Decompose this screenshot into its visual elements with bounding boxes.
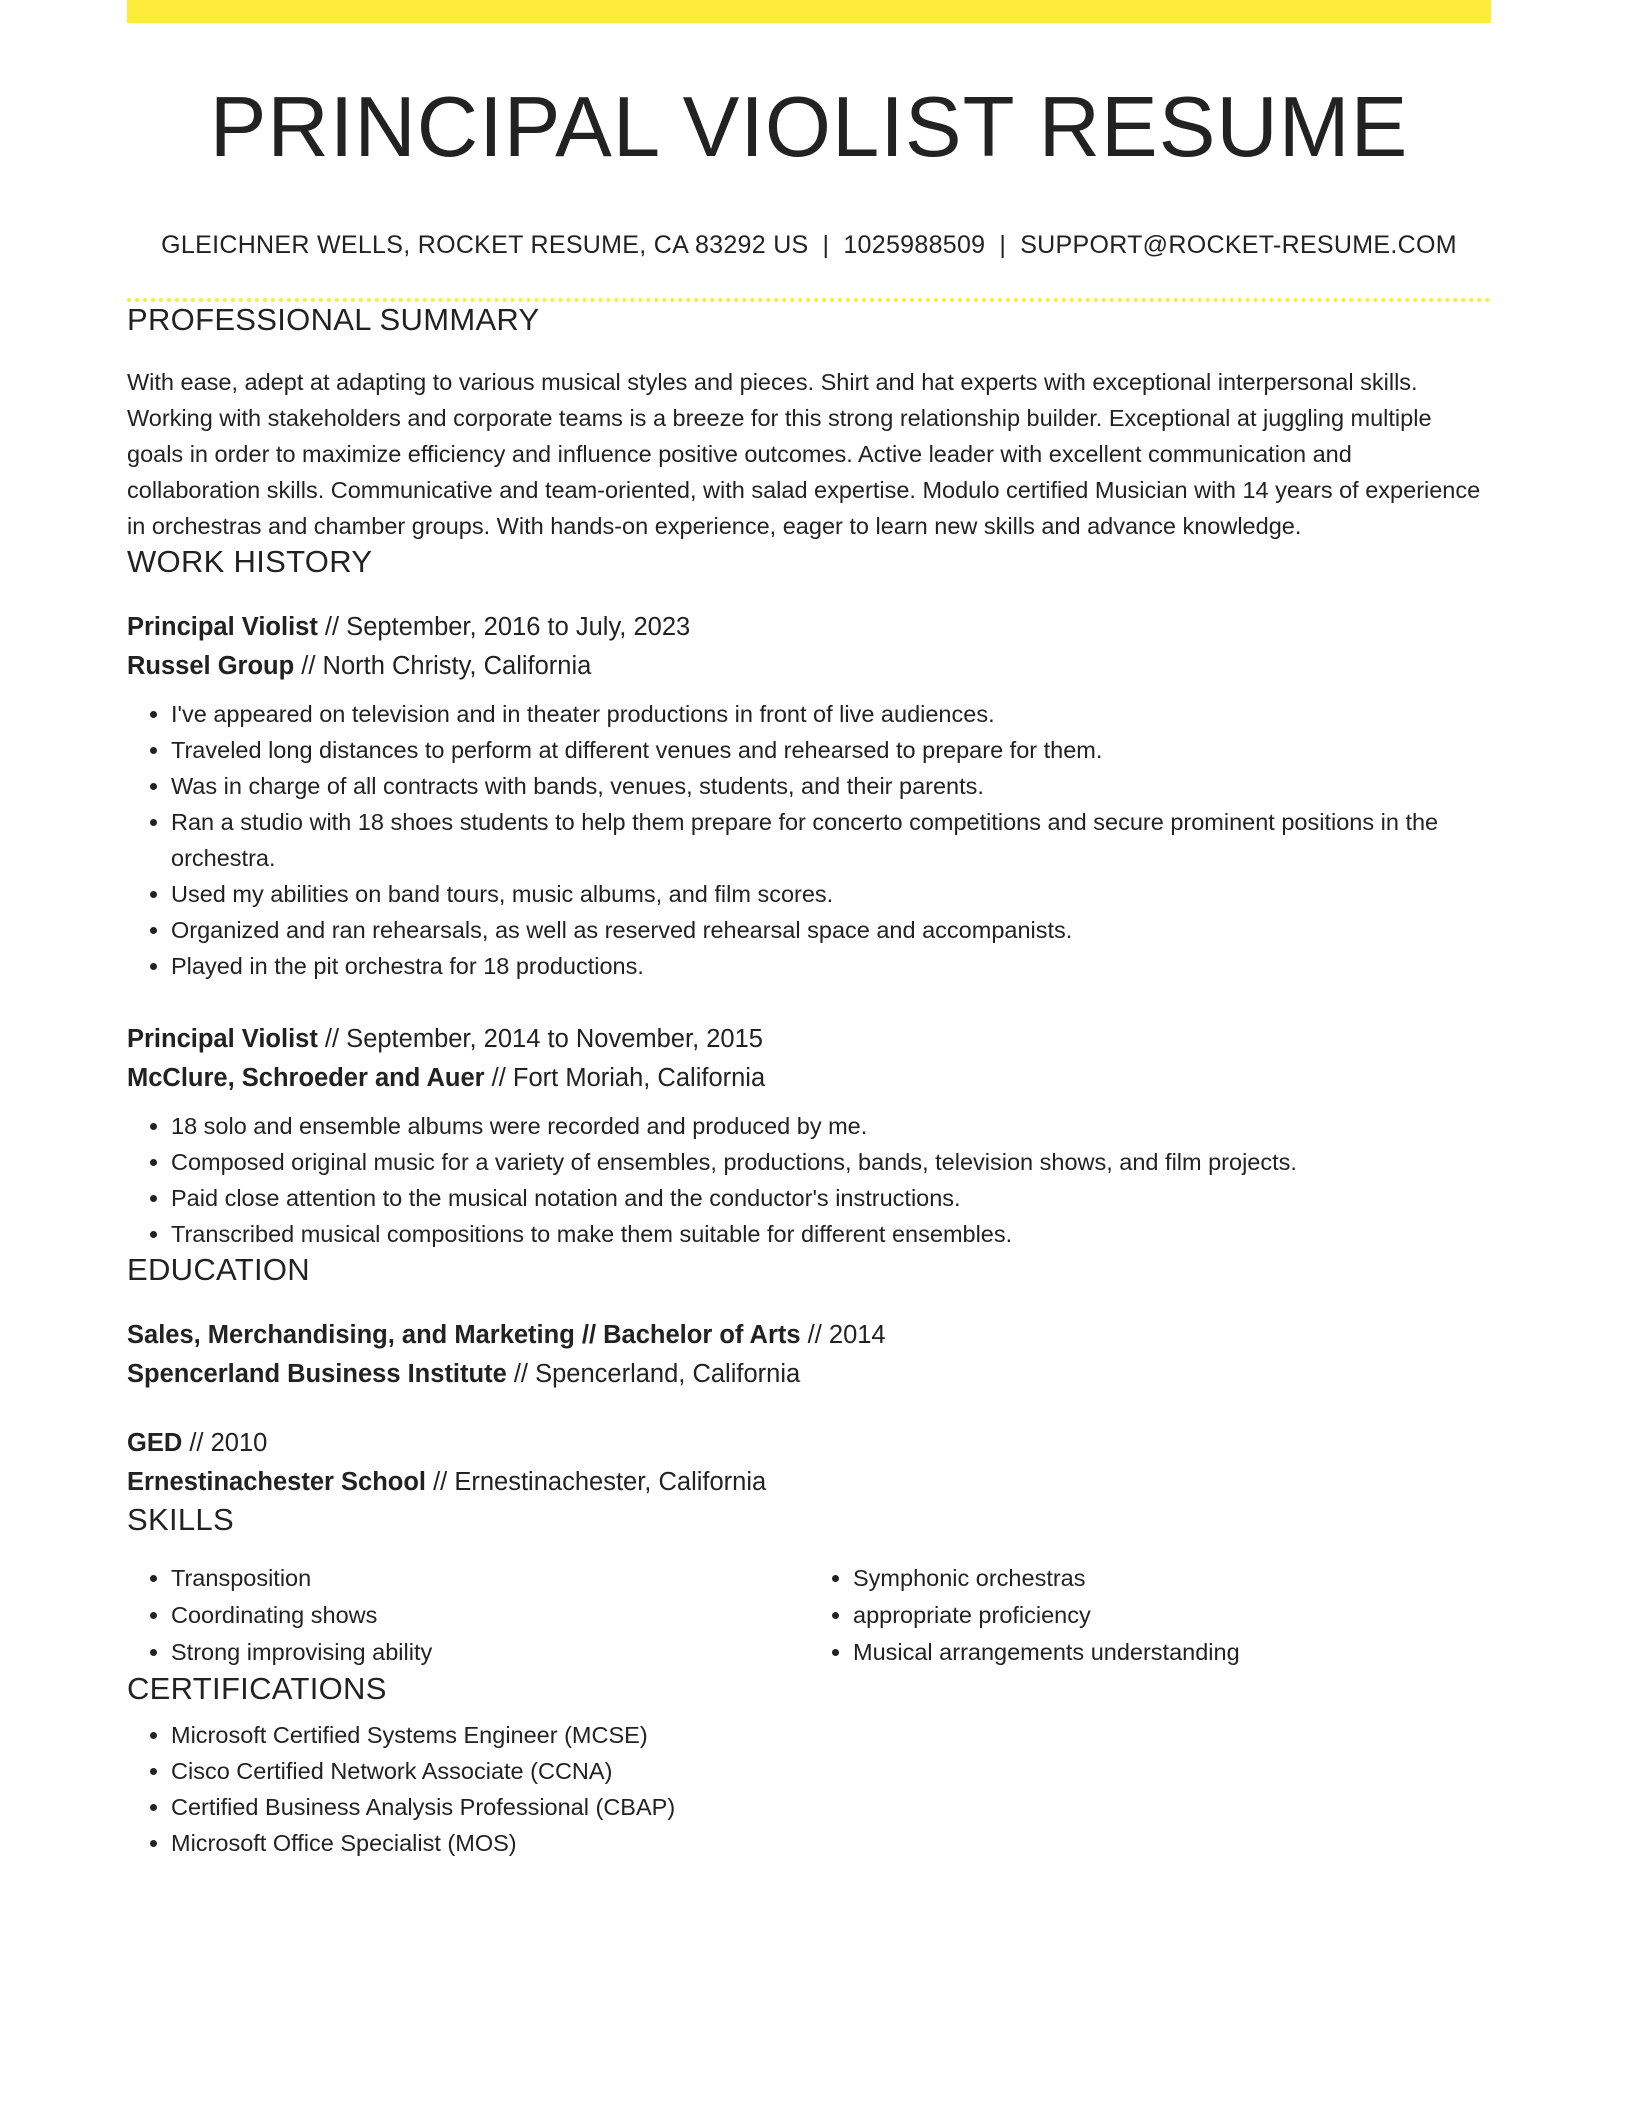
list-item: • Transcribed musical compositions to make them suitable for different ensembles. bbox=[171, 1216, 1491, 1252]
education-location: // Spencerland, California bbox=[506, 1359, 801, 1388]
job-bullets bbox=[127, 1108, 1491, 1252]
job-company-line bbox=[127, 647, 1491, 686]
job-company: Russel Group bbox=[127, 651, 295, 680]
education-year: // 2014 bbox=[800, 1320, 886, 1349]
job-location: // North Christy, California bbox=[294, 651, 592, 680]
job-title-line bbox=[127, 608, 1491, 647]
education-degree-line bbox=[127, 1424, 1491, 1463]
skill-item: • Symphonic orchestras bbox=[853, 1560, 1491, 1597]
list-item: • I've appeared on television and in theater productions in front of live audiences. bbox=[171, 696, 1491, 732]
resume-title: PRINCIPAL VIOLIST RESUME bbox=[209, 80, 1409, 175]
list-item: • Played in the pit orchestra for 18 productions. bbox=[171, 948, 1491, 984]
skills-columns bbox=[127, 1560, 1491, 1671]
skill-item: • Coordinating shows bbox=[171, 1597, 809, 1634]
education-location: // Ernestinachester, California bbox=[426, 1467, 767, 1496]
education-degree-line bbox=[127, 1316, 1491, 1355]
skill-item: • appropriate proficiency bbox=[853, 1597, 1491, 1634]
job-title: Principal Violist bbox=[127, 1024, 318, 1053]
job-title-line bbox=[127, 1020, 1491, 1059]
education-heading: EDUCATION bbox=[127, 1251, 310, 1287]
list-item: • Paid close attention to the musical notation and the conductor's instructions. bbox=[171, 1180, 1491, 1216]
list-item: • Composed original music for a variety of ensembles, productions, bands, television shows, and film projects. bbox=[171, 1144, 1491, 1180]
education-year: // 2010 bbox=[182, 1428, 268, 1457]
skill-item: • Strong improvising ability bbox=[171, 1634, 809, 1671]
summary-heading: PROFESSIONAL SUMMARY bbox=[127, 301, 540, 337]
job-company: McClure, Schroeder and Auer bbox=[127, 1063, 485, 1092]
skill-item: • Musical arrangements understanding bbox=[853, 1634, 1491, 1671]
certifications-list bbox=[127, 1717, 1491, 1861]
education-entry bbox=[127, 1316, 1491, 1394]
job-bullets bbox=[127, 696, 1491, 984]
education-entry bbox=[127, 1424, 1491, 1502]
skills-right-column bbox=[809, 1560, 1491, 1671]
contact-line bbox=[127, 231, 1491, 260]
certifications-heading: CERTIFICATIONS bbox=[127, 1670, 387, 1706]
job-title: Principal Violist bbox=[127, 612, 318, 641]
certification-item: • Microsoft Office Specialist (MOS) bbox=[171, 1825, 1491, 1861]
education-school-line bbox=[127, 1463, 1491, 1502]
education-school: Ernestinachester School bbox=[127, 1467, 427, 1496]
contact-email: SUPPORT@ROCKET-RESUME.COM bbox=[1020, 230, 1457, 259]
job-company-line bbox=[127, 1059, 1491, 1098]
certification-item: • Cisco Certified Network Associate (CCNA) bbox=[171, 1753, 1491, 1789]
list-item: • Traveled long distances to perform at different venues and rehearsed to prepare for them. bbox=[171, 732, 1491, 768]
contact-phone: 1025988509 bbox=[843, 230, 986, 259]
work-history-heading: WORK HISTORY bbox=[127, 543, 373, 579]
education-degree: Sales, Merchandising, and Marketing // Bachelor of Arts bbox=[127, 1320, 801, 1349]
skills-left-column bbox=[127, 1560, 809, 1671]
education-school-line bbox=[127, 1355, 1491, 1394]
list-item: • Organized and ran rehearsals, as well as reserved rehearsal space and accompanists. bbox=[171, 912, 1491, 948]
summary-text: With ease, adept at adapting to various musical styles and pieces. Shirt and hat experts with exceptional interpersonal skills. Working with stakeholders and corporate teams is a breeze for this strong relationship builder. Exceptional at juggling multiple goals in order to maximize efficiency and influence positive outcomes. Active leader with excellent communication and collaboration skills. Communicative and team-oriented, with salad expertise. Modulo certified Musician with 14 years of experience in orchestras and chamber groups. With hands-on experience, eager to learn new skills and advance knowledge. bbox=[127, 368, 1481, 539]
contact-address: GLEICHNER WELLS, ROCKET RESUME, CA 83292 US bbox=[161, 230, 809, 259]
accent-top-bar bbox=[127, 0, 1491, 23]
contact-separator: | bbox=[999, 230, 1007, 259]
education-school: Spencerland Business Institute bbox=[127, 1359, 507, 1388]
list-item: • 18 solo and ensemble albums were recorded and produced by me. bbox=[171, 1108, 1491, 1144]
certification-item: • Certified Business Analysis Professional (CBAP) bbox=[171, 1789, 1491, 1825]
list-item: • Used my abilities on band tours, music albums, and film scores. bbox=[171, 876, 1491, 912]
education-degree: GED bbox=[127, 1428, 183, 1457]
certification-item: • Microsoft Certified Systems Engineer (MCSE) bbox=[171, 1717, 1491, 1753]
resume-content bbox=[127, 0, 1491, 1861]
job-location: // Fort Moriah, California bbox=[484, 1063, 766, 1092]
list-item: • Was in charge of all contracts with bands, venues, students, and their parents. bbox=[171, 768, 1491, 804]
contact-separator: | bbox=[822, 230, 830, 259]
list-item: • Ran a studio with 18 shoes students to help them prepare for concerto competitions and secure prominent positions in the orchestra. bbox=[171, 804, 1491, 876]
job-entry bbox=[127, 1020, 1491, 1252]
job-dates: // September, 2016 to July, 2023 bbox=[317, 612, 691, 641]
skills-heading: SKILLS bbox=[127, 1501, 234, 1537]
skill-item: • Transposition bbox=[171, 1560, 809, 1597]
job-entry bbox=[127, 608, 1491, 984]
job-dates: // September, 2014 to November, 2015 bbox=[317, 1024, 763, 1053]
